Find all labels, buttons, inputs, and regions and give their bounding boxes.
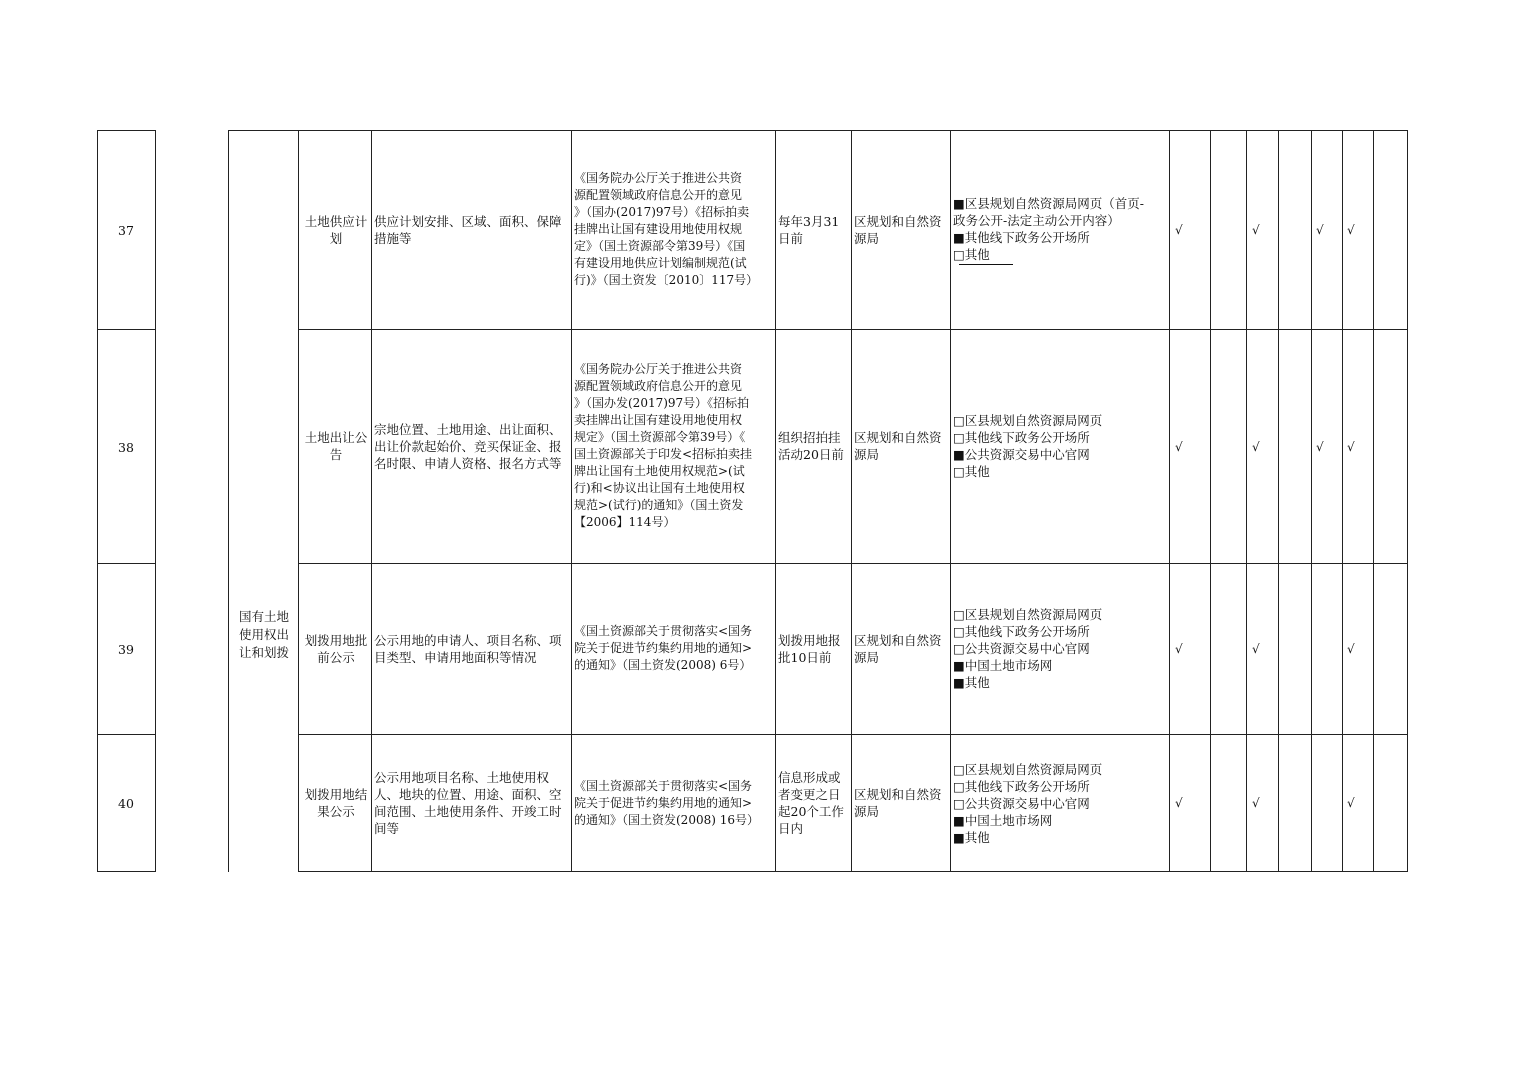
col-divider (1210, 130, 1211, 872)
row-number: 40 (118, 796, 134, 811)
checkmark: √ (1347, 796, 1355, 810)
col-divider (1246, 130, 1247, 872)
item-content: 公示用地项目名称、土地使用权人、地块的位置、用途、面积、空间范围、土地使用条件、开竣工时间等 (374, 770, 562, 836)
publish-channels: ■区县规划自然资源局网页（首页- 政务公开-法定主动公开内容） ■其他线下政务公开场所 □其他 (953, 130, 1168, 329)
checkmark: √ (1252, 440, 1260, 454)
row-number: 38 (118, 440, 134, 455)
agency: 区规划和自然资源局 (854, 213, 942, 246)
checkmark: √ (1316, 223, 1324, 237)
publish-channels: □区县规划自然资源局网页 □其他线下政务公开场所 □公共资源交易中心官网 ■中国土地市场网 ■其他 (953, 761, 1103, 845)
item-content: 供应计划安排、区域、面积、保障措施等 (374, 213, 562, 246)
checkmark: √ (1175, 440, 1183, 454)
item-name: 划拨用地结果公示 (304, 787, 368, 819)
item-name: 土地供应计划 (304, 213, 368, 246)
agency: 区规划和自然资源局 (854, 787, 942, 819)
blank-line (959, 263, 1013, 265)
item-name: 土地出让公告 (304, 430, 368, 462)
checkmark: √ (1252, 796, 1260, 810)
category-top-border (228, 130, 299, 131)
row-number: 37 (118, 223, 134, 238)
col-divider (1278, 130, 1279, 872)
row-divider (97, 329, 156, 330)
checkmark: √ (1252, 223, 1260, 237)
col-divider (851, 130, 852, 872)
col-divider (950, 130, 951, 872)
deadline: 信息形成或者变更之日起20个工作日内 (778, 770, 844, 836)
legal-basis: 《国务院办公厅关于推进公共资 源配置领域政府信息公开的意见 》（国办发(2017)97号）《招标拍 卖挂牌出让国有建设用地使用权 规定》（国土资源部令第39号）《 国土资源部关于印发<招标拍卖挂 牌出让国有土地使用权规范>(试 行)和<协议出让国有土地使用权 规范>(试行)的通知》（国土资发 【2006】114号） (574, 362, 753, 529)
checkmark: √ (1175, 796, 1183, 810)
item-content: 公示用地的申请人、项目名称、项目类型、申请用地面积等情况 (374, 632, 562, 665)
legal-basis: 《国务院办公厅关于推进公共资 源配置领域政府信息公开的意见 》（国办(2017)97号）《招标拍卖 挂牌出让国有建设用地使用权规 定》（国土资源部令第39号）《国 有建设用地供应计划编制规范(试 行)》（国土资发〔2010〕117号） (574, 171, 759, 287)
checkmark: √ (1252, 642, 1260, 656)
col-divider (1342, 130, 1343, 872)
checkmark: √ (1347, 440, 1355, 454)
publish-channels: □区县规划自然资源局网页 □其他线下政务公开场所 □公共资源交易中心官网 ■中国土地市场网 ■其他 (953, 607, 1103, 690)
publish-channels: □区县规划自然资源局网页 □其他线下政务公开场所 ■公共资源交易中心官网 □其他 (953, 413, 1103, 479)
deadline: 每年3月31日前 (778, 213, 840, 246)
col-divider (1169, 130, 1170, 872)
deadline: 划拨用地报批10日前 (778, 632, 841, 665)
legal-basis: 《国土资源部关于贯彻落实<国务 院关于促进节约集约用地的通知> 的通知》（国土资发(2008) 6号） (574, 624, 753, 672)
col-divider (1311, 130, 1312, 872)
checkmark: √ (1316, 440, 1324, 454)
category-label: 国有土地使用权出让和划拨 (238, 609, 289, 660)
checkmark: √ (1347, 223, 1355, 237)
checkmark: √ (1347, 642, 1355, 656)
legal-basis: 《国土资源部关于贯彻落实<国务 院关于促进节约集约用地的通知> 的通知》（国土资发(2008) 16号） (574, 778, 759, 827)
col-divider (571, 130, 572, 872)
col-divider (1373, 130, 1374, 872)
deadline: 组织招拍挂活动20日前 (778, 430, 844, 462)
agency: 区规划和自然资源局 (854, 632, 942, 665)
category-left-border (228, 130, 229, 872)
item-name: 划拨用地批前公示 (304, 632, 368, 665)
row-number: 39 (118, 642, 134, 657)
agency: 区规划和自然资源局 (854, 430, 942, 462)
checkmark: √ (1175, 223, 1183, 237)
number-column (97, 130, 156, 872)
item-content: 宗地位置、土地用途、出让面积、出让价款起始价、竞买保证金、报名时限、申请人资格、报名方式等 (374, 421, 562, 471)
row-divider (97, 563, 156, 564)
col-divider (775, 130, 776, 872)
row-divider (97, 734, 156, 735)
checkmark: √ (1175, 642, 1183, 656)
